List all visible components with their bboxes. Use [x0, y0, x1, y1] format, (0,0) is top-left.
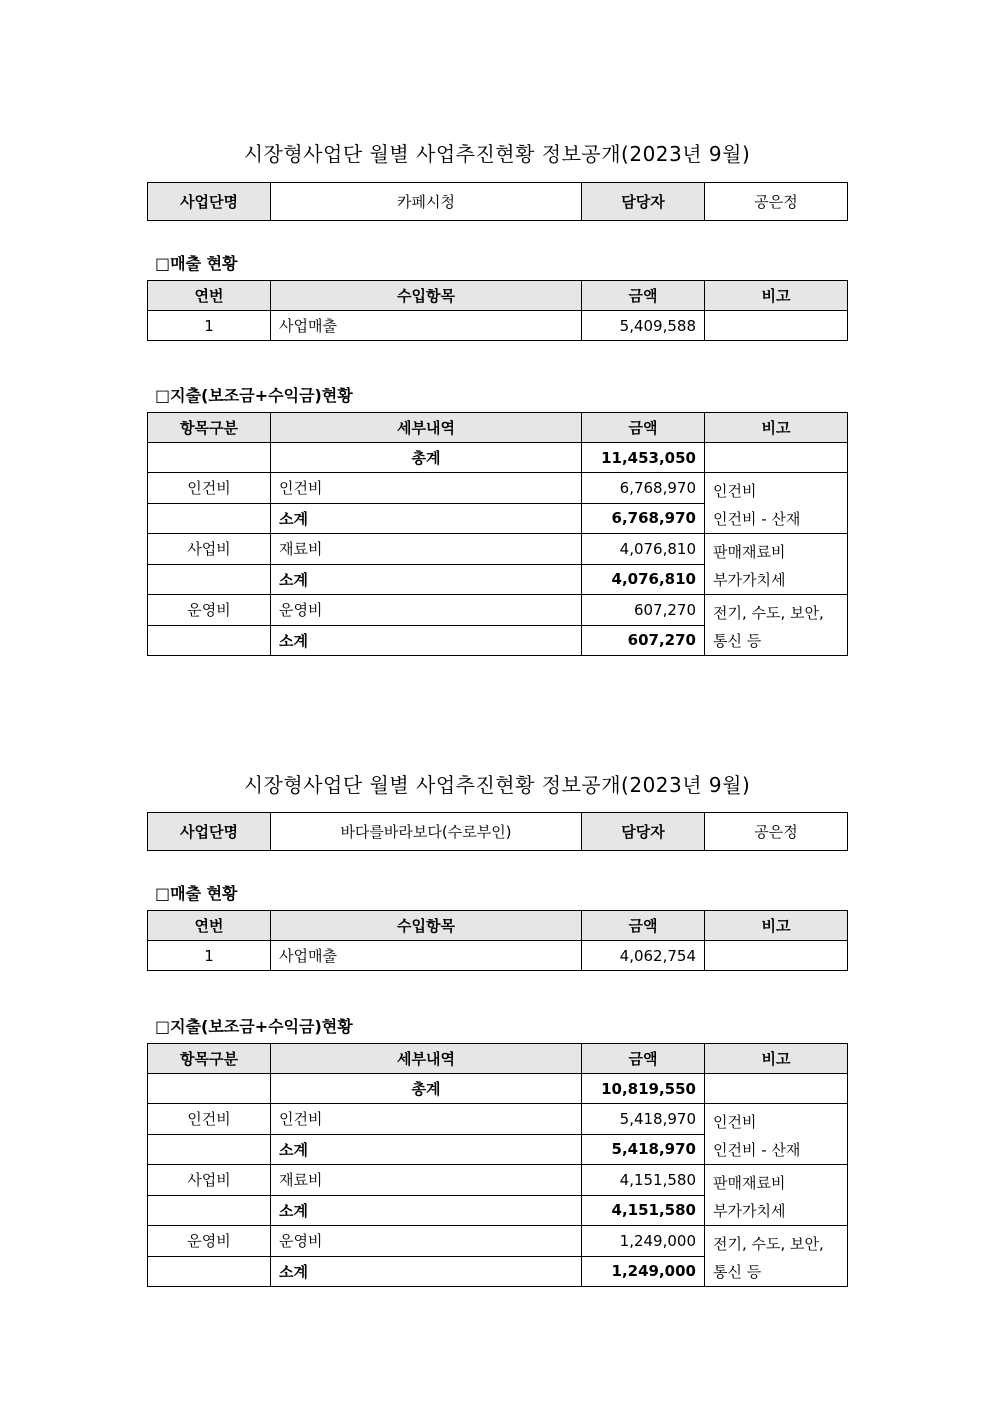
- amount: 5,418,970: [582, 1104, 705, 1135]
- note-line: 인건비: [713, 1113, 757, 1131]
- sales-heading: □매출 현황: [155, 884, 238, 903]
- category: 인건비: [148, 1104, 271, 1135]
- expense-heading: □지출(보조금+수익금)현황: [155, 1017, 353, 1036]
- sales-table: [147, 910, 848, 971]
- total-label: 총계: [271, 443, 582, 473]
- empty-cell: [148, 503, 271, 534]
- total-amount: 11,453,050: [582, 443, 705, 473]
- col-header: 비고: [705, 281, 848, 311]
- detail: 재료비: [271, 1165, 582, 1196]
- note-line: 인건비 - 산재: [713, 1141, 801, 1159]
- empty-cell: [148, 625, 271, 656]
- empty-cell: [148, 564, 271, 595]
- note-line: 통신 등: [713, 1263, 762, 1281]
- note-line: 부가가치세: [713, 571, 786, 589]
- note: [705, 595, 848, 656]
- table-row: [148, 941, 848, 971]
- col-header: 연번: [148, 911, 271, 941]
- table-row: [148, 534, 848, 565]
- category: 사업비: [148, 534, 271, 565]
- subtotal-label: 소계: [271, 503, 582, 534]
- note-line: 판매재료비: [713, 543, 786, 561]
- row-number: 1: [148, 311, 271, 341]
- report-title: 시장형사업단 월별 사업추진현황 정보공개(2023년 9월): [243, 773, 751, 797]
- note: [705, 1226, 848, 1287]
- subtotal-amount: 607,270: [582, 625, 705, 656]
- subtotal-label: 소계: [271, 625, 582, 656]
- col-header: 수입항목: [271, 911, 582, 941]
- manager-value: 공은정: [705, 183, 848, 221]
- biz-name-value: 바다를바라보다(수로부인): [271, 813, 582, 851]
- empty-cell: [148, 443, 271, 473]
- category: 운영비: [148, 595, 271, 626]
- income-item: 사업매출: [271, 311, 582, 341]
- amount: 5,409,588: [582, 311, 705, 341]
- note: [705, 941, 848, 971]
- sales-table: [147, 280, 848, 341]
- col-header: 세부내역: [271, 1044, 582, 1074]
- detail: 운영비: [271, 595, 582, 626]
- subtotal-amount: 4,151,580: [582, 1195, 705, 1226]
- table-row: [148, 473, 848, 504]
- manager-label: 담당자: [582, 183, 705, 221]
- col-header: 금액: [582, 281, 705, 311]
- sales-heading: □매출 현황: [155, 254, 238, 273]
- info-table: [147, 812, 848, 851]
- total-amount: 10,819,550: [582, 1074, 705, 1104]
- table-row: [148, 1226, 848, 1257]
- subtotal-label: 소계: [271, 1134, 582, 1165]
- subtotal-label: 소계: [271, 1256, 582, 1287]
- col-header: 비고: [705, 413, 848, 443]
- amount: 607,270: [582, 595, 705, 626]
- amount: 6,768,970: [582, 473, 705, 504]
- detail: 운영비: [271, 1226, 582, 1257]
- note: [705, 473, 848, 534]
- category: 사업비: [148, 1165, 271, 1196]
- table-row: [148, 1104, 848, 1135]
- empty-cell: [705, 1074, 848, 1104]
- col-header: 세부내역: [271, 413, 582, 443]
- expense-table: [147, 412, 848, 656]
- empty-cell: [148, 1074, 271, 1104]
- col-header: 연번: [148, 281, 271, 311]
- col-header: 수입항목: [271, 281, 582, 311]
- subtotal-amount: 1,249,000: [582, 1256, 705, 1287]
- note: [705, 311, 848, 341]
- note: [705, 1104, 848, 1165]
- expense-heading: □지출(보조금+수익금)현황: [155, 386, 353, 405]
- manager-value: 공은정: [705, 813, 848, 851]
- col-header: 금액: [582, 1044, 705, 1074]
- amount: 4,062,754: [582, 941, 705, 971]
- subtotal-label: 소계: [271, 564, 582, 595]
- amount: 4,151,580: [582, 1165, 705, 1196]
- amount: 1,249,000: [582, 1226, 705, 1257]
- note: [705, 1165, 848, 1226]
- note-line: 판매재료비: [713, 1174, 786, 1192]
- subtotal-label: 소계: [271, 1195, 582, 1226]
- amount: 4,076,810: [582, 534, 705, 565]
- table-row: [148, 1165, 848, 1196]
- biz-name-label: 사업단명: [148, 813, 271, 851]
- subtotal-amount: 5,418,970: [582, 1134, 705, 1165]
- row-number: 1: [148, 941, 271, 971]
- col-header: 비고: [705, 911, 848, 941]
- col-header: 비고: [705, 1044, 848, 1074]
- note-line: 인건비 - 산재: [713, 510, 801, 528]
- report-title: 시장형사업단 월별 사업추진현황 정보공개(2023년 9월): [243, 142, 751, 166]
- total-row: [148, 443, 848, 473]
- biz-name-value: 카페시청: [271, 183, 582, 221]
- col-header: 항목구분: [148, 413, 271, 443]
- table-row: [148, 311, 848, 341]
- category: 인건비: [148, 473, 271, 504]
- col-header: 금액: [582, 911, 705, 941]
- total-label: 총계: [271, 1074, 582, 1104]
- note-line: 부가가치세: [713, 1202, 786, 1220]
- col-header: 금액: [582, 413, 705, 443]
- table-row: [148, 595, 848, 626]
- biz-name-label: 사업단명: [148, 183, 271, 221]
- detail: 인건비: [271, 473, 582, 504]
- info-table: [147, 182, 848, 221]
- note-line: 전기, 수도, 보안,: [713, 1235, 824, 1253]
- col-header: 항목구분: [148, 1044, 271, 1074]
- expense-table: [147, 1043, 848, 1287]
- empty-cell: [148, 1134, 271, 1165]
- empty-cell: [148, 1256, 271, 1287]
- detail: 재료비: [271, 534, 582, 565]
- total-row: [148, 1074, 848, 1104]
- income-item: 사업매출: [271, 941, 582, 971]
- manager-label: 담당자: [582, 813, 705, 851]
- empty-cell: [148, 1195, 271, 1226]
- note: [705, 534, 848, 595]
- note-line: 전기, 수도, 보안,: [713, 604, 824, 622]
- note-line: 통신 등: [713, 632, 762, 650]
- empty-cell: [705, 443, 848, 473]
- note-line: 인건비: [713, 482, 757, 500]
- detail: 인건비: [271, 1104, 582, 1135]
- subtotal-amount: 6,768,970: [582, 503, 705, 534]
- category: 운영비: [148, 1226, 271, 1257]
- subtotal-amount: 4,076,810: [582, 564, 705, 595]
